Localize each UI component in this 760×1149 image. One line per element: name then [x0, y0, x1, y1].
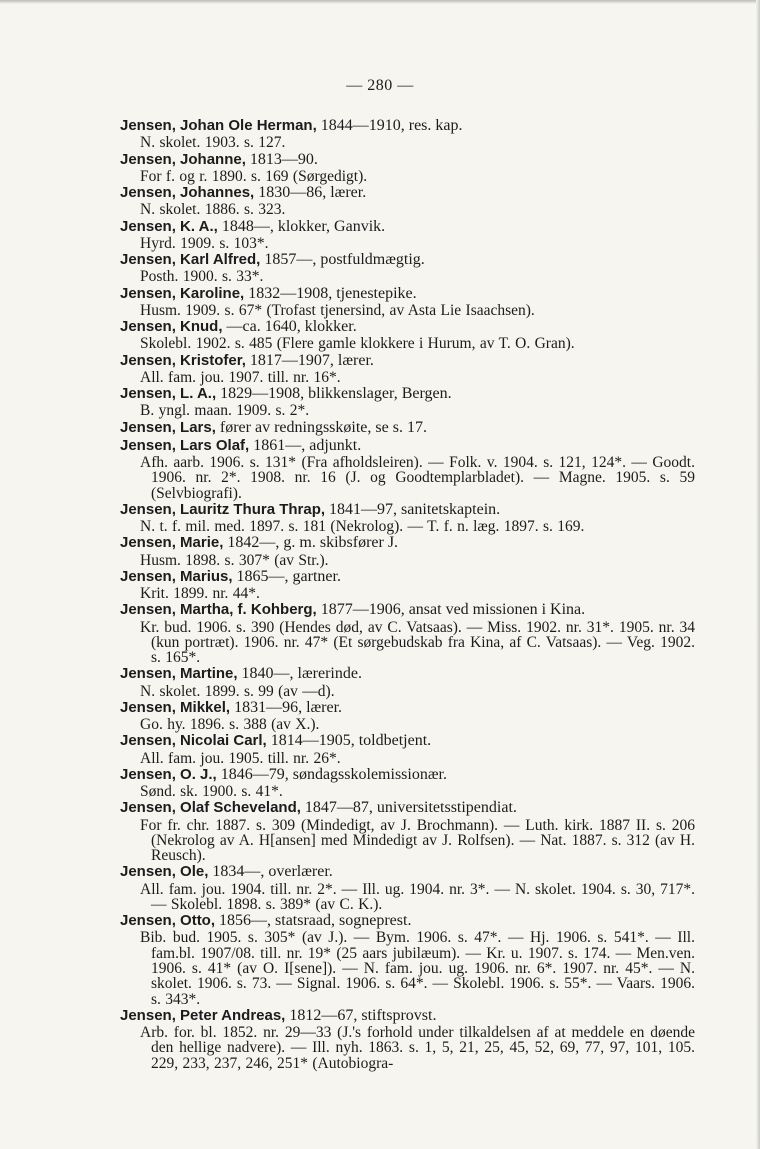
entry-references: For fr. chr. 1887. s. 309 (Mindedigt, av J. Brochmann). — Luth. kirk. 1887 II. s. 206 (Nekrolog av A. H[ansen] med Mindedigt av J. Rolfsen). — Nat. 1887. s. 312 (av H. Reusch).	[140, 816, 695, 865]
entry-info: 1842—, g. m. skibsfører J.	[227, 534, 399, 552]
entry-name: Jensen, Karl Alfred,	[120, 251, 261, 268]
entry-heading	[120, 501, 695, 519]
list-item	[120, 766, 695, 800]
entry-heading	[120, 184, 695, 202]
entry-info: 1857—, postfuldmægtig.	[264, 251, 425, 268]
entry-heading	[120, 437, 695, 455]
entry-references: Bib. bud. 1905. s. 305* (av J.). — Bym. 1906. s. 47*. — Hj. 1906. s. 541*. — Ill. fam.bl. 1907/08. till. nr. 19* (25 aars jubilæum). — Kr. u. 1907. s. 174. — Men.ven. 1906. s. 41* (av O. I[sene]). — N. fam. jou. ug. 1906. nr. 6*. 1907. nr. 45*. — N. skolet. 1906. s. 73. — Signal. 1906. s. 64*. — Skolebl. 1906. s. 55*. — Vaars. 1906. s. 343*.	[140, 929, 695, 1008]
entry-name: Jensen, Lars,	[120, 418, 216, 436]
entry-name: Jensen, Martha, f. Kohberg,	[120, 601, 317, 619]
list-item	[120, 912, 695, 1007]
entry-heading	[120, 385, 695, 403]
entry-heading	[120, 285, 695, 303]
entry-references: Posth. 1900. s. 33*.	[140, 268, 264, 286]
entry-heading	[120, 732, 695, 750]
entry-info: 1834—, overlærer.	[212, 863, 333, 881]
list-item	[120, 184, 695, 218]
entry-info: 1847—87, universitetsstipendiat.	[304, 799, 517, 817]
entry-name: Jensen, Johannes,	[120, 184, 255, 201]
entry-heading	[120, 117, 695, 135]
entry-references: Afh. aarb. 1906. s. 131* (Fra afholdsleiren). — Folk. v. 1904. s. 121, 124*. — Goodt. 1906. nr. 2*. 1908. nr. 16 (J. og Goodtemplarbladet). — Magne. 1905. s. 59 (Selvbiografi).	[140, 453, 695, 502]
list-item	[120, 568, 695, 602]
entry-heading	[120, 1007, 695, 1025]
entry-name: Jensen, Johan Ole Herman,	[120, 117, 317, 134]
entry-heading	[120, 151, 695, 169]
list-item	[120, 601, 695, 665]
list-item	[120, 352, 695, 386]
entry-references: N. t. f. mil. med. 1897. s. 181 (Nekrolog). — T. f. n. læg. 1897. s. 169.	[140, 518, 585, 535]
entry-heading	[120, 799, 695, 817]
entry-name: Jensen, Nicolai Carl,	[120, 732, 267, 750]
list-item	[120, 501, 695, 535]
entry-list	[120, 117, 695, 1071]
entry-info: —ca. 1640, klokker.	[226, 318, 357, 335]
page-number: — 280 —	[346, 77, 414, 94]
entry-heading	[120, 601, 695, 619]
entry-heading	[120, 863, 695, 881]
list-item	[120, 419, 695, 437]
entry-info: 1812—67, stiftsprovst.	[289, 1006, 437, 1024]
list-item	[120, 699, 695, 733]
entry-info: 1831—96, lærer.	[234, 698, 343, 716]
list-item	[120, 285, 695, 319]
entry-name: Jensen, Karoline,	[120, 284, 245, 302]
entry-references: N. skolet. 1886. s. 323.	[140, 201, 286, 219]
list-item	[120, 218, 695, 252]
entry-heading	[120, 665, 695, 683]
entry-info: 1861—, adjunkt.	[253, 436, 362, 454]
entry-info: 1865—, gartner.	[236, 567, 341, 585]
entry-info: 1841—97, sanitetskaptein.	[329, 500, 501, 518]
entry-name: Jensen, Peter Andreas,	[120, 1006, 286, 1024]
entry-references: B. yngl. maan. 1909. s. 2*.	[140, 402, 310, 420]
entry-heading	[120, 218, 695, 236]
entry-references: Go. hy. 1896. s. 388 (av X.).	[140, 716, 320, 734]
entry-heading	[120, 568, 695, 586]
list-item	[120, 151, 695, 185]
entry-info: 1877—1906, ansat ved missionen i Kina.	[320, 601, 586, 619]
list-item	[120, 732, 695, 766]
entry-name: Jensen, Mikkel,	[120, 698, 231, 716]
entry-heading	[120, 251, 695, 269]
list-item	[120, 863, 695, 912]
entry-references: Husm. 1909. s. 67* (Trofast tjenersind, av Asta Lie Isaachsen).	[140, 301, 535, 319]
entry-name: Jensen, Lauritz Thura Thrap,	[120, 500, 326, 518]
entry-info: 1844—1910, res. kap.	[320, 117, 463, 134]
entry-name: Jensen, Marie,	[120, 534, 224, 552]
entry-info: 1829—1908, blikkenslager, Bergen.	[220, 385, 452, 402]
entry-info: 1814—1905, toldbetjent.	[270, 732, 432, 750]
list-item	[120, 534, 695, 568]
list-item	[120, 665, 695, 699]
entry-references: Sønd. sk. 1900. s. 41*.	[140, 783, 283, 801]
entry-references: Skolebl. 1902. s. 485 (Flere gamle klokkere i Hurum, av T. O. Gran).	[140, 335, 575, 353]
entry-name: Jensen, Johanne,	[120, 150, 246, 168]
list-item	[120, 117, 695, 151]
page-right-edge	[756, 0, 760, 1149]
entry-references: All. fam. jou. 1904. till. nr. 2*. — Ill. ug. 1904. nr. 3*. — N. skolet. 1904. s. 30, 717*. — Skolebl. 1898. s. 389* (av C. K.).	[140, 880, 695, 913]
entry-heading	[120, 318, 695, 336]
entry-name: Jensen, Martine,	[120, 665, 238, 683]
entry-name: Jensen, Knud,	[120, 318, 223, 335]
list-item	[120, 318, 695, 352]
entry-references: Husm. 1898. s. 307* (av Str.).	[140, 551, 329, 569]
entry-references: Hyrd. 1909. s. 103*.	[140, 234, 269, 252]
entry-name: Jensen, Otto,	[120, 912, 216, 930]
entry-info: 1817—1907, lærer.	[249, 351, 374, 369]
entry-heading	[120, 352, 695, 370]
entry-info: 1856—, statsraad, sogneprest.	[219, 912, 412, 930]
entry-references: All. fam. jou. 1907. till. nr. 16*.	[140, 368, 341, 386]
list-item	[120, 437, 695, 501]
entry-name: Jensen, O. J.,	[120, 765, 217, 783]
list-item	[120, 799, 695, 863]
list-item	[120, 385, 695, 419]
entry-heading	[120, 419, 695, 437]
entry-heading	[120, 766, 695, 784]
entry-name: Jensen, Lars Olaf,	[120, 436, 250, 454]
list-item	[120, 251, 695, 285]
entry-references: All. fam. jou. 1905. till. nr. 26*.	[140, 749, 341, 767]
entry-info: 1840—, lærerinde.	[241, 665, 362, 683]
entry-references: Arb. for. bl. 1852. nr. 29—33 (J.'s forhold under tilkaldelsen af at meddele en døende den hellige nadvere). — Ill. nyh. 1863. s. 1, 5, 21, 25, 45, 52, 69, 77, 97, 101, 105. 229, 233, 237, 246, 251* (Autobiogra-	[140, 1024, 695, 1072]
entry-info: 1832—1908, tjenestepike.	[248, 284, 417, 302]
entry-name: Jensen, Kristofer,	[120, 351, 246, 369]
entry-info: fører av redningsskøite, se s. 17.	[219, 418, 427, 436]
entry-references: N. skolet. 1903. s. 127.	[140, 134, 286, 152]
entry-heading	[120, 912, 695, 930]
entry-info: 1846—79, søndagsskolemissionær.	[220, 765, 447, 783]
entry-info: 1848—, klokker, Ganvik.	[221, 217, 386, 235]
entry-heading	[120, 699, 695, 717]
entry-info: 1830—86, lærer.	[258, 184, 367, 201]
entry-name: Jensen, Olaf Scheveland,	[120, 799, 301, 817]
entry-references: Krit. 1899. nr. 44*.	[140, 585, 260, 602]
list-item	[120, 1007, 695, 1071]
entry-name: Jensen, Ole,	[120, 863, 209, 881]
entry-name: Jensen, L. A.,	[120, 385, 217, 402]
entry-info: 1813—90.	[249, 150, 318, 168]
entry-name: Jensen, K. A.,	[120, 217, 218, 235]
entry-name: Jensen, Marius,	[120, 567, 233, 585]
entry-references: For f. og r. 1890. s. 169 (Sørgedigt).	[140, 167, 368, 185]
page-top-edge	[0, 0, 760, 4]
entry-references: N. skolet. 1899. s. 99 (av —d).	[140, 682, 335, 700]
entry-references: Kr. bud. 1906. s. 390 (Hendes død, av C. Vatsaas). — Miss. 1902. nr. 31*. 1905. nr. 34 (kun portræt). 1906. nr. 47* (Et sørgebudskab fra Kina, af C. Vatsaas). — Veg. 1902. s. 165*.	[140, 618, 695, 667]
entry-heading	[120, 534, 695, 552]
